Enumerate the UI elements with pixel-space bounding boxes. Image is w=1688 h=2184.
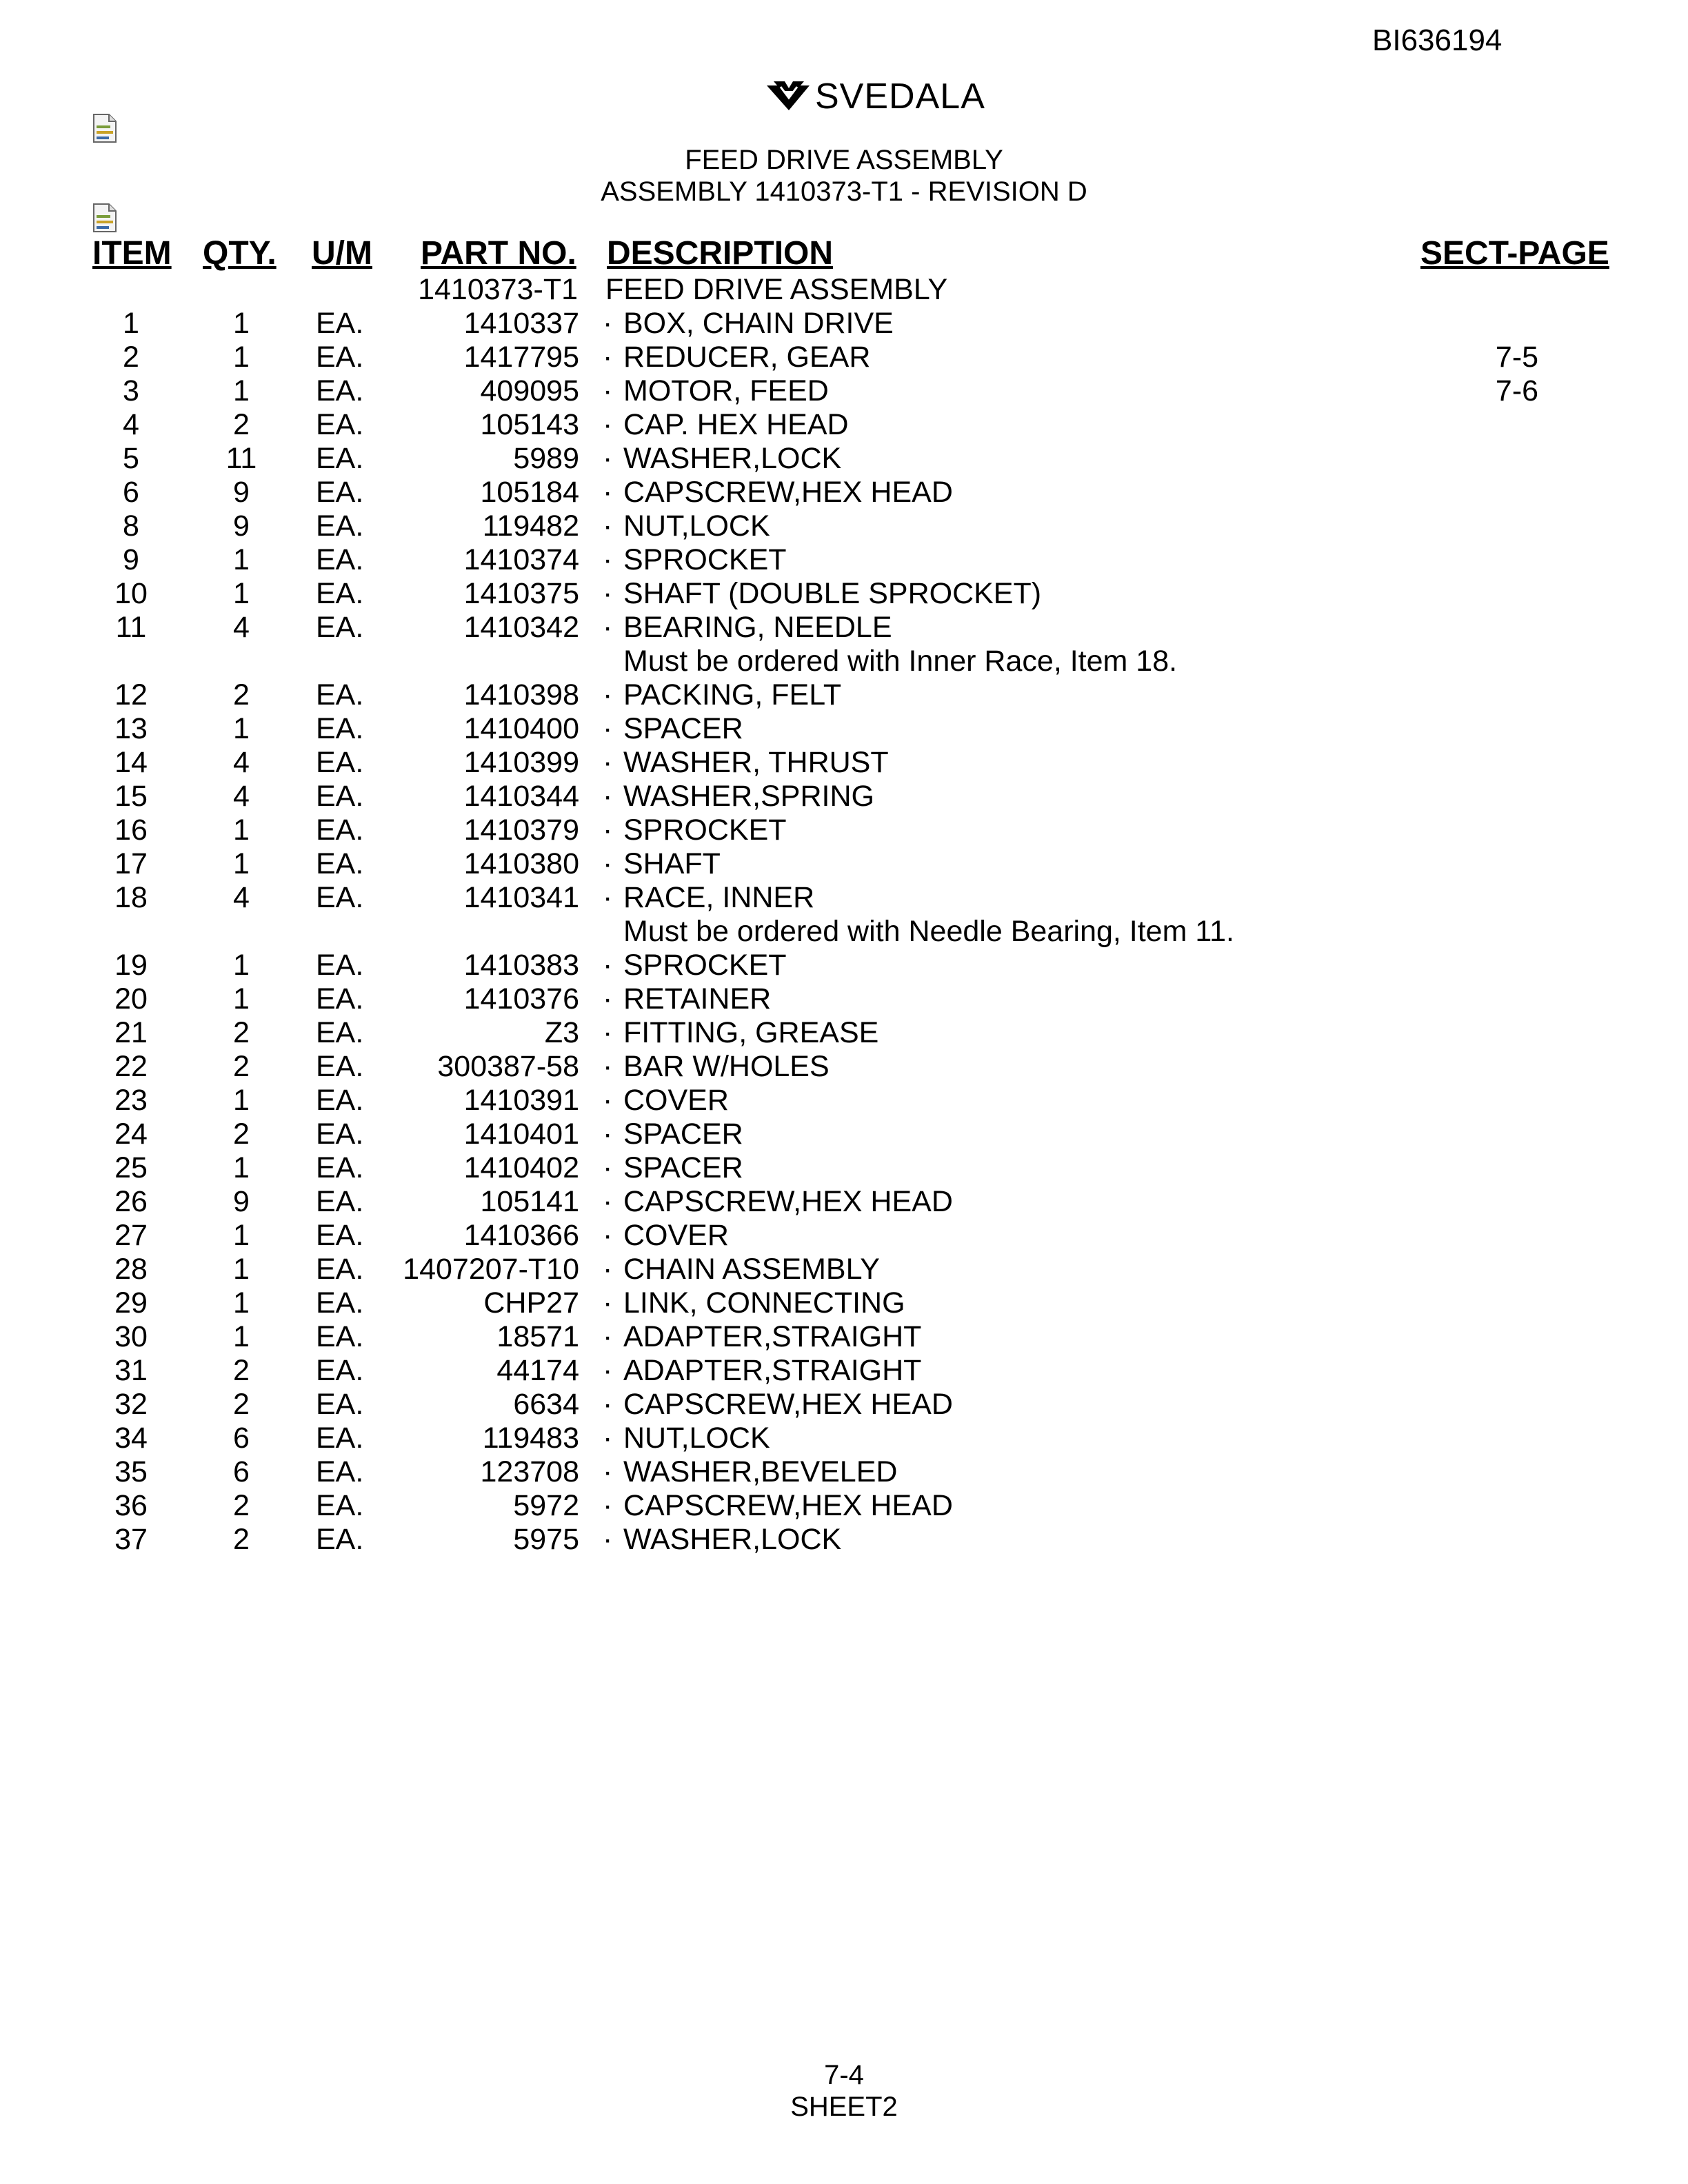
unit-of-measure: EA. bbox=[316, 949, 364, 982]
item-number: 1 bbox=[123, 307, 139, 340]
bullet: · bbox=[603, 1286, 613, 1320]
description: CAPSCREW,HEX HEAD bbox=[623, 1489, 953, 1522]
quantity: 1 bbox=[233, 1219, 250, 1252]
bullet: · bbox=[603, 408, 613, 441]
column-header-description: DESCRIPTION bbox=[607, 235, 834, 272]
part-number: 1410401 bbox=[463, 1118, 579, 1151]
quantity: 11 bbox=[225, 442, 257, 475]
column-header-qty: QTY. bbox=[203, 235, 277, 272]
item-number: 9 bbox=[123, 543, 139, 576]
unit-of-measure: EA. bbox=[316, 780, 364, 813]
table-row bbox=[0, 1185, 1688, 1219]
description: LINK, CONNECTING bbox=[623, 1286, 905, 1320]
bullet: · bbox=[603, 1185, 613, 1218]
quantity: 2 bbox=[233, 1050, 250, 1083]
description: SPACER bbox=[623, 712, 743, 745]
quantity: 1 bbox=[233, 712, 250, 745]
table-row bbox=[0, 1050, 1688, 1084]
table-row-top-assembly bbox=[0, 273, 1688, 307]
note-text: Must be ordered with Needle Bearing, Item 11. bbox=[623, 915, 1234, 948]
table-row bbox=[0, 746, 1688, 780]
table-row bbox=[0, 847, 1688, 881]
part-number: 300387-58 bbox=[437, 1050, 579, 1083]
part-number: 1410366 bbox=[463, 1219, 579, 1252]
quantity: 2 bbox=[233, 1388, 250, 1421]
bullet: · bbox=[603, 847, 613, 880]
unit-of-measure: EA. bbox=[316, 543, 364, 576]
table-row bbox=[0, 1354, 1688, 1388]
brand-name: SVEDALA bbox=[815, 77, 985, 117]
description: SPROCKET bbox=[623, 813, 787, 847]
table-row bbox=[0, 1118, 1688, 1151]
item-number: 10 bbox=[114, 577, 148, 610]
bullet: · bbox=[603, 1151, 613, 1184]
quantity: 1 bbox=[233, 543, 250, 576]
quantity: 1 bbox=[233, 1286, 250, 1320]
item-number: 2 bbox=[123, 341, 139, 374]
quantity: 1 bbox=[233, 982, 250, 1015]
description: SPACER bbox=[623, 1151, 743, 1184]
quantity: 4 bbox=[233, 611, 250, 644]
description: SPROCKET bbox=[623, 543, 787, 576]
description: BOX, CHAIN DRIVE bbox=[623, 307, 894, 340]
description: WASHER,SPRING bbox=[623, 780, 874, 813]
item-number: 5 bbox=[123, 442, 139, 475]
part-number: 1410342 bbox=[463, 611, 579, 644]
column-header-um: U/M bbox=[312, 235, 372, 272]
part-number: 1407207-T10 bbox=[403, 1253, 579, 1286]
table-row bbox=[0, 712, 1688, 746]
description: BAR W/HOLES bbox=[623, 1050, 830, 1083]
unit-of-measure: EA. bbox=[316, 881, 364, 914]
description: CAPSCREW,HEX HEAD bbox=[623, 1185, 953, 1218]
quantity: 1 bbox=[233, 813, 250, 847]
page-subtitle: ASSEMBLY 1410373-T1 - REVISION D bbox=[601, 176, 1087, 207]
unit-of-measure: EA. bbox=[316, 1185, 364, 1218]
table-row bbox=[0, 1084, 1688, 1118]
svedala-logo bbox=[764, 76, 985, 117]
bullet: · bbox=[603, 746, 613, 779]
item-number: 30 bbox=[114, 1320, 148, 1353]
table-row bbox=[0, 442, 1688, 476]
bullet: · bbox=[603, 949, 613, 982]
part-number: 1417795 bbox=[463, 341, 579, 374]
description: RACE, INNER bbox=[623, 881, 815, 914]
quantity: 4 bbox=[233, 780, 250, 813]
item-number: 35 bbox=[114, 1455, 148, 1488]
page-number: 7-4 bbox=[824, 2060, 864, 2090]
unit-of-measure: EA. bbox=[316, 746, 364, 779]
quantity: 9 bbox=[233, 509, 250, 543]
table-row bbox=[0, 1489, 1688, 1523]
item-number: 17 bbox=[114, 847, 148, 880]
table-row bbox=[0, 1455, 1688, 1489]
sheet-label: SHEET2 bbox=[790, 2092, 898, 2122]
part-number: 1410391 bbox=[463, 1084, 579, 1117]
description: CAP. HEX HEAD bbox=[623, 408, 849, 441]
item-number: 11 bbox=[115, 611, 147, 644]
part-number: 1410380 bbox=[463, 847, 579, 880]
quantity: 1 bbox=[233, 1151, 250, 1184]
table-row bbox=[0, 307, 1688, 341]
quantity: 2 bbox=[233, 1523, 250, 1556]
bullet: · bbox=[603, 1523, 613, 1556]
table-row bbox=[0, 543, 1688, 577]
document-icon bbox=[91, 113, 119, 143]
column-header-item: ITEM bbox=[92, 235, 172, 272]
unit-of-measure: EA. bbox=[316, 577, 364, 610]
part-number: 1410373-T1 bbox=[418, 273, 578, 306]
description: NUT,LOCK bbox=[623, 509, 770, 543]
table-row-note bbox=[0, 915, 1688, 949]
description: CAPSCREW,HEX HEAD bbox=[623, 1388, 953, 1421]
table-row bbox=[0, 1422, 1688, 1455]
bullet: · bbox=[603, 1253, 613, 1286]
table-row bbox=[0, 1253, 1688, 1286]
part-number: 1410374 bbox=[463, 543, 579, 576]
description: COVER bbox=[623, 1084, 729, 1117]
part-number: 1410341 bbox=[463, 881, 579, 914]
quantity: 1 bbox=[233, 949, 250, 982]
bullet: · bbox=[603, 611, 613, 644]
unit-of-measure: EA. bbox=[316, 1455, 364, 1488]
table-row bbox=[0, 1523, 1688, 1557]
unit-of-measure: EA. bbox=[316, 374, 364, 407]
bullet: · bbox=[603, 1422, 613, 1455]
unit-of-measure: EA. bbox=[316, 847, 364, 880]
table-row bbox=[0, 1219, 1688, 1253]
part-number: 123708 bbox=[480, 1455, 579, 1488]
quantity: 1 bbox=[233, 374, 250, 407]
description: MOTOR, FEED bbox=[623, 374, 829, 407]
bullet: · bbox=[603, 881, 613, 914]
table-row bbox=[0, 509, 1688, 543]
part-number: Z3 bbox=[544, 1016, 579, 1049]
item-number: 28 bbox=[114, 1253, 148, 1286]
quantity: 1 bbox=[233, 1084, 250, 1117]
quantity: 4 bbox=[233, 881, 250, 914]
part-number: 44174 bbox=[496, 1354, 579, 1387]
note-text: Must be ordered with Inner Race, Item 18. bbox=[623, 645, 1178, 678]
description: REDUCER, GEAR bbox=[623, 341, 871, 374]
bullet: · bbox=[603, 307, 613, 340]
bullet: · bbox=[603, 374, 613, 407]
bullet: · bbox=[603, 442, 613, 475]
unit-of-measure: EA. bbox=[316, 1084, 364, 1117]
table-row bbox=[0, 780, 1688, 813]
part-number: 1410337 bbox=[463, 307, 579, 340]
bullet: · bbox=[603, 1219, 613, 1252]
quantity: 9 bbox=[233, 1185, 250, 1218]
description: PACKING, FELT bbox=[623, 678, 842, 711]
quantity: 2 bbox=[233, 1016, 250, 1049]
part-number: 105141 bbox=[480, 1185, 579, 1218]
item-number: 23 bbox=[114, 1084, 148, 1117]
table-row bbox=[0, 611, 1688, 645]
unit-of-measure: EA. bbox=[316, 1523, 364, 1556]
bullet: · bbox=[603, 1016, 613, 1049]
item-number: 27 bbox=[114, 1219, 148, 1252]
quantity: 1 bbox=[233, 341, 250, 374]
part-number: 1410376 bbox=[463, 982, 579, 1015]
item-number: 8 bbox=[123, 509, 139, 543]
description: CHAIN ASSEMBLY bbox=[623, 1253, 880, 1286]
bullet: · bbox=[603, 1455, 613, 1488]
quantity: 2 bbox=[233, 678, 250, 711]
unit-of-measure: EA. bbox=[316, 442, 364, 475]
item-number: 32 bbox=[114, 1388, 148, 1421]
item-number: 15 bbox=[114, 780, 148, 813]
unit-of-measure: EA. bbox=[316, 1422, 364, 1455]
bullet: · bbox=[603, 1388, 613, 1421]
bullet: · bbox=[603, 813, 613, 847]
item-number: 16 bbox=[114, 813, 148, 847]
description: WASHER, THRUST bbox=[623, 746, 889, 779]
quantity: 9 bbox=[233, 476, 250, 509]
description: WASHER,BEVELED bbox=[623, 1455, 898, 1488]
table-row-note bbox=[0, 645, 1688, 678]
unit-of-measure: EA. bbox=[316, 509, 364, 543]
item-number: 22 bbox=[114, 1050, 148, 1083]
bullet: · bbox=[603, 509, 613, 543]
part-number: 1410344 bbox=[463, 780, 579, 813]
description: SPACER bbox=[623, 1118, 743, 1151]
part-number: 1410383 bbox=[463, 949, 579, 982]
description: BEARING, NEEDLE bbox=[623, 611, 892, 644]
description: RETAINER bbox=[623, 982, 772, 1015]
unit-of-measure: EA. bbox=[316, 1118, 364, 1151]
quantity: 2 bbox=[233, 1489, 250, 1522]
description: CAPSCREW,HEX HEAD bbox=[623, 476, 953, 509]
unit-of-measure: EA. bbox=[316, 307, 364, 340]
part-number: 5989 bbox=[513, 442, 579, 475]
quantity: 1 bbox=[233, 1253, 250, 1286]
part-number: 1410375 bbox=[463, 577, 579, 610]
description: ADAPTER,STRAIGHT bbox=[623, 1320, 922, 1353]
description: WASHER,LOCK bbox=[623, 442, 842, 475]
item-number: 29 bbox=[114, 1286, 148, 1320]
table-row bbox=[0, 408, 1688, 442]
quantity: 1 bbox=[233, 1320, 250, 1353]
unit-of-measure: EA. bbox=[316, 1354, 364, 1387]
table-row bbox=[0, 341, 1688, 374]
item-number: 20 bbox=[114, 982, 148, 1015]
quantity: 4 bbox=[233, 746, 250, 779]
item-number: 6 bbox=[123, 476, 139, 509]
bullet: · bbox=[603, 341, 613, 374]
table-row bbox=[0, 982, 1688, 1016]
description: SPROCKET bbox=[623, 949, 787, 982]
unit-of-measure: EA. bbox=[316, 712, 364, 745]
item-number: 26 bbox=[114, 1185, 148, 1218]
table-row bbox=[0, 577, 1688, 611]
quantity: 1 bbox=[233, 307, 250, 340]
part-number: CHP27 bbox=[483, 1286, 579, 1320]
unit-of-measure: EA. bbox=[316, 982, 364, 1015]
item-number: 25 bbox=[114, 1151, 148, 1184]
item-number: 36 bbox=[114, 1489, 148, 1522]
item-number: 31 bbox=[114, 1354, 148, 1387]
table-row bbox=[0, 881, 1688, 915]
part-number: 1410379 bbox=[463, 813, 579, 847]
column-header-part-no: PART NO. bbox=[421, 235, 576, 272]
item-number: 37 bbox=[114, 1523, 148, 1556]
bullet: · bbox=[603, 476, 613, 509]
sect-page: 7-5 bbox=[1495, 341, 1539, 374]
bullet: · bbox=[603, 543, 613, 576]
description: ADAPTER,STRAIGHT bbox=[623, 1354, 922, 1387]
bullet: · bbox=[603, 982, 613, 1015]
unit-of-measure: EA. bbox=[316, 408, 364, 441]
unit-of-measure: EA. bbox=[316, 611, 364, 644]
unit-of-measure: EA. bbox=[316, 678, 364, 711]
bullet: · bbox=[603, 780, 613, 813]
sect-page: 7-6 bbox=[1495, 374, 1539, 407]
item-number: 34 bbox=[114, 1422, 148, 1455]
part-number: 1410399 bbox=[463, 746, 579, 779]
description: COVER bbox=[623, 1219, 729, 1252]
unit-of-measure: EA. bbox=[316, 1489, 364, 1522]
bullet: · bbox=[603, 1320, 613, 1353]
unit-of-measure: EA. bbox=[316, 1253, 364, 1286]
item-number: 3 bbox=[123, 374, 139, 407]
quantity: 2 bbox=[233, 408, 250, 441]
item-number: 18 bbox=[114, 881, 148, 914]
bullet: · bbox=[603, 1118, 613, 1151]
part-number: 5975 bbox=[513, 1523, 579, 1556]
parts-table bbox=[0, 273, 1688, 1557]
table-row bbox=[0, 476, 1688, 509]
quantity: 1 bbox=[233, 577, 250, 610]
column-header-sect-page: SECT-PAGE bbox=[1420, 235, 1609, 272]
table-row bbox=[0, 1016, 1688, 1050]
bullet: · bbox=[603, 1084, 613, 1117]
table-row bbox=[0, 678, 1688, 712]
description: FITTING, GREASE bbox=[623, 1016, 879, 1049]
part-number: 6634 bbox=[513, 1388, 579, 1421]
description: SHAFT (DOUBLE SPROCKET) bbox=[623, 577, 1042, 610]
unit-of-measure: EA. bbox=[316, 1151, 364, 1184]
part-number: 1410398 bbox=[463, 678, 579, 711]
bullet: · bbox=[603, 1489, 613, 1522]
bullet: · bbox=[603, 577, 613, 610]
quantity: 1 bbox=[233, 847, 250, 880]
quantity: 2 bbox=[233, 1118, 250, 1151]
unit-of-measure: EA. bbox=[316, 1219, 364, 1252]
part-number: 105143 bbox=[480, 408, 579, 441]
table-row bbox=[0, 1320, 1688, 1354]
item-number: 4 bbox=[123, 408, 139, 441]
quantity: 6 bbox=[233, 1455, 250, 1488]
table-row bbox=[0, 1286, 1688, 1320]
description: WASHER,LOCK bbox=[623, 1523, 842, 1556]
item-number: 14 bbox=[114, 746, 148, 779]
part-number: 1410402 bbox=[463, 1151, 579, 1184]
unit-of-measure: EA. bbox=[316, 1016, 364, 1049]
part-number: 1410400 bbox=[463, 712, 579, 745]
unit-of-measure: EA. bbox=[316, 476, 364, 509]
item-number: 24 bbox=[114, 1118, 148, 1151]
bullet: · bbox=[603, 678, 613, 711]
item-number: 19 bbox=[114, 949, 148, 982]
item-number: 12 bbox=[114, 678, 148, 711]
item-number: 21 bbox=[114, 1016, 148, 1049]
table-row bbox=[0, 949, 1688, 982]
part-number: 409095 bbox=[480, 374, 579, 407]
part-number: 18571 bbox=[496, 1320, 579, 1353]
unit-of-measure: EA. bbox=[316, 813, 364, 847]
unit-of-measure: EA. bbox=[316, 1286, 364, 1320]
part-number: 119482 bbox=[482, 509, 579, 543]
part-number: 105184 bbox=[480, 476, 579, 509]
part-number: 5972 bbox=[513, 1489, 579, 1522]
table-row bbox=[0, 374, 1688, 408]
table-row bbox=[0, 1151, 1688, 1185]
quantity: 2 bbox=[233, 1354, 250, 1387]
unit-of-measure: EA. bbox=[316, 341, 364, 374]
quantity: 6 bbox=[233, 1422, 250, 1455]
document-id: BI636194 bbox=[1372, 23, 1503, 57]
description: FEED DRIVE ASSEMBLY bbox=[605, 273, 948, 306]
svedala-logo-icon bbox=[764, 79, 812, 112]
description: SHAFT bbox=[623, 847, 721, 880]
table-row bbox=[0, 1388, 1688, 1422]
table-row bbox=[0, 813, 1688, 847]
bullet: · bbox=[603, 1050, 613, 1083]
bullet: · bbox=[603, 1354, 613, 1387]
unit-of-measure: EA. bbox=[316, 1050, 364, 1083]
unit-of-measure: EA. bbox=[316, 1320, 364, 1353]
part-number: 119483 bbox=[482, 1422, 579, 1455]
item-number: 13 bbox=[114, 712, 148, 745]
description: NUT,LOCK bbox=[623, 1422, 770, 1455]
bullet: · bbox=[603, 712, 613, 745]
unit-of-measure: EA. bbox=[316, 1388, 364, 1421]
page-title: FEED DRIVE ASSEMBLY bbox=[685, 145, 1003, 175]
